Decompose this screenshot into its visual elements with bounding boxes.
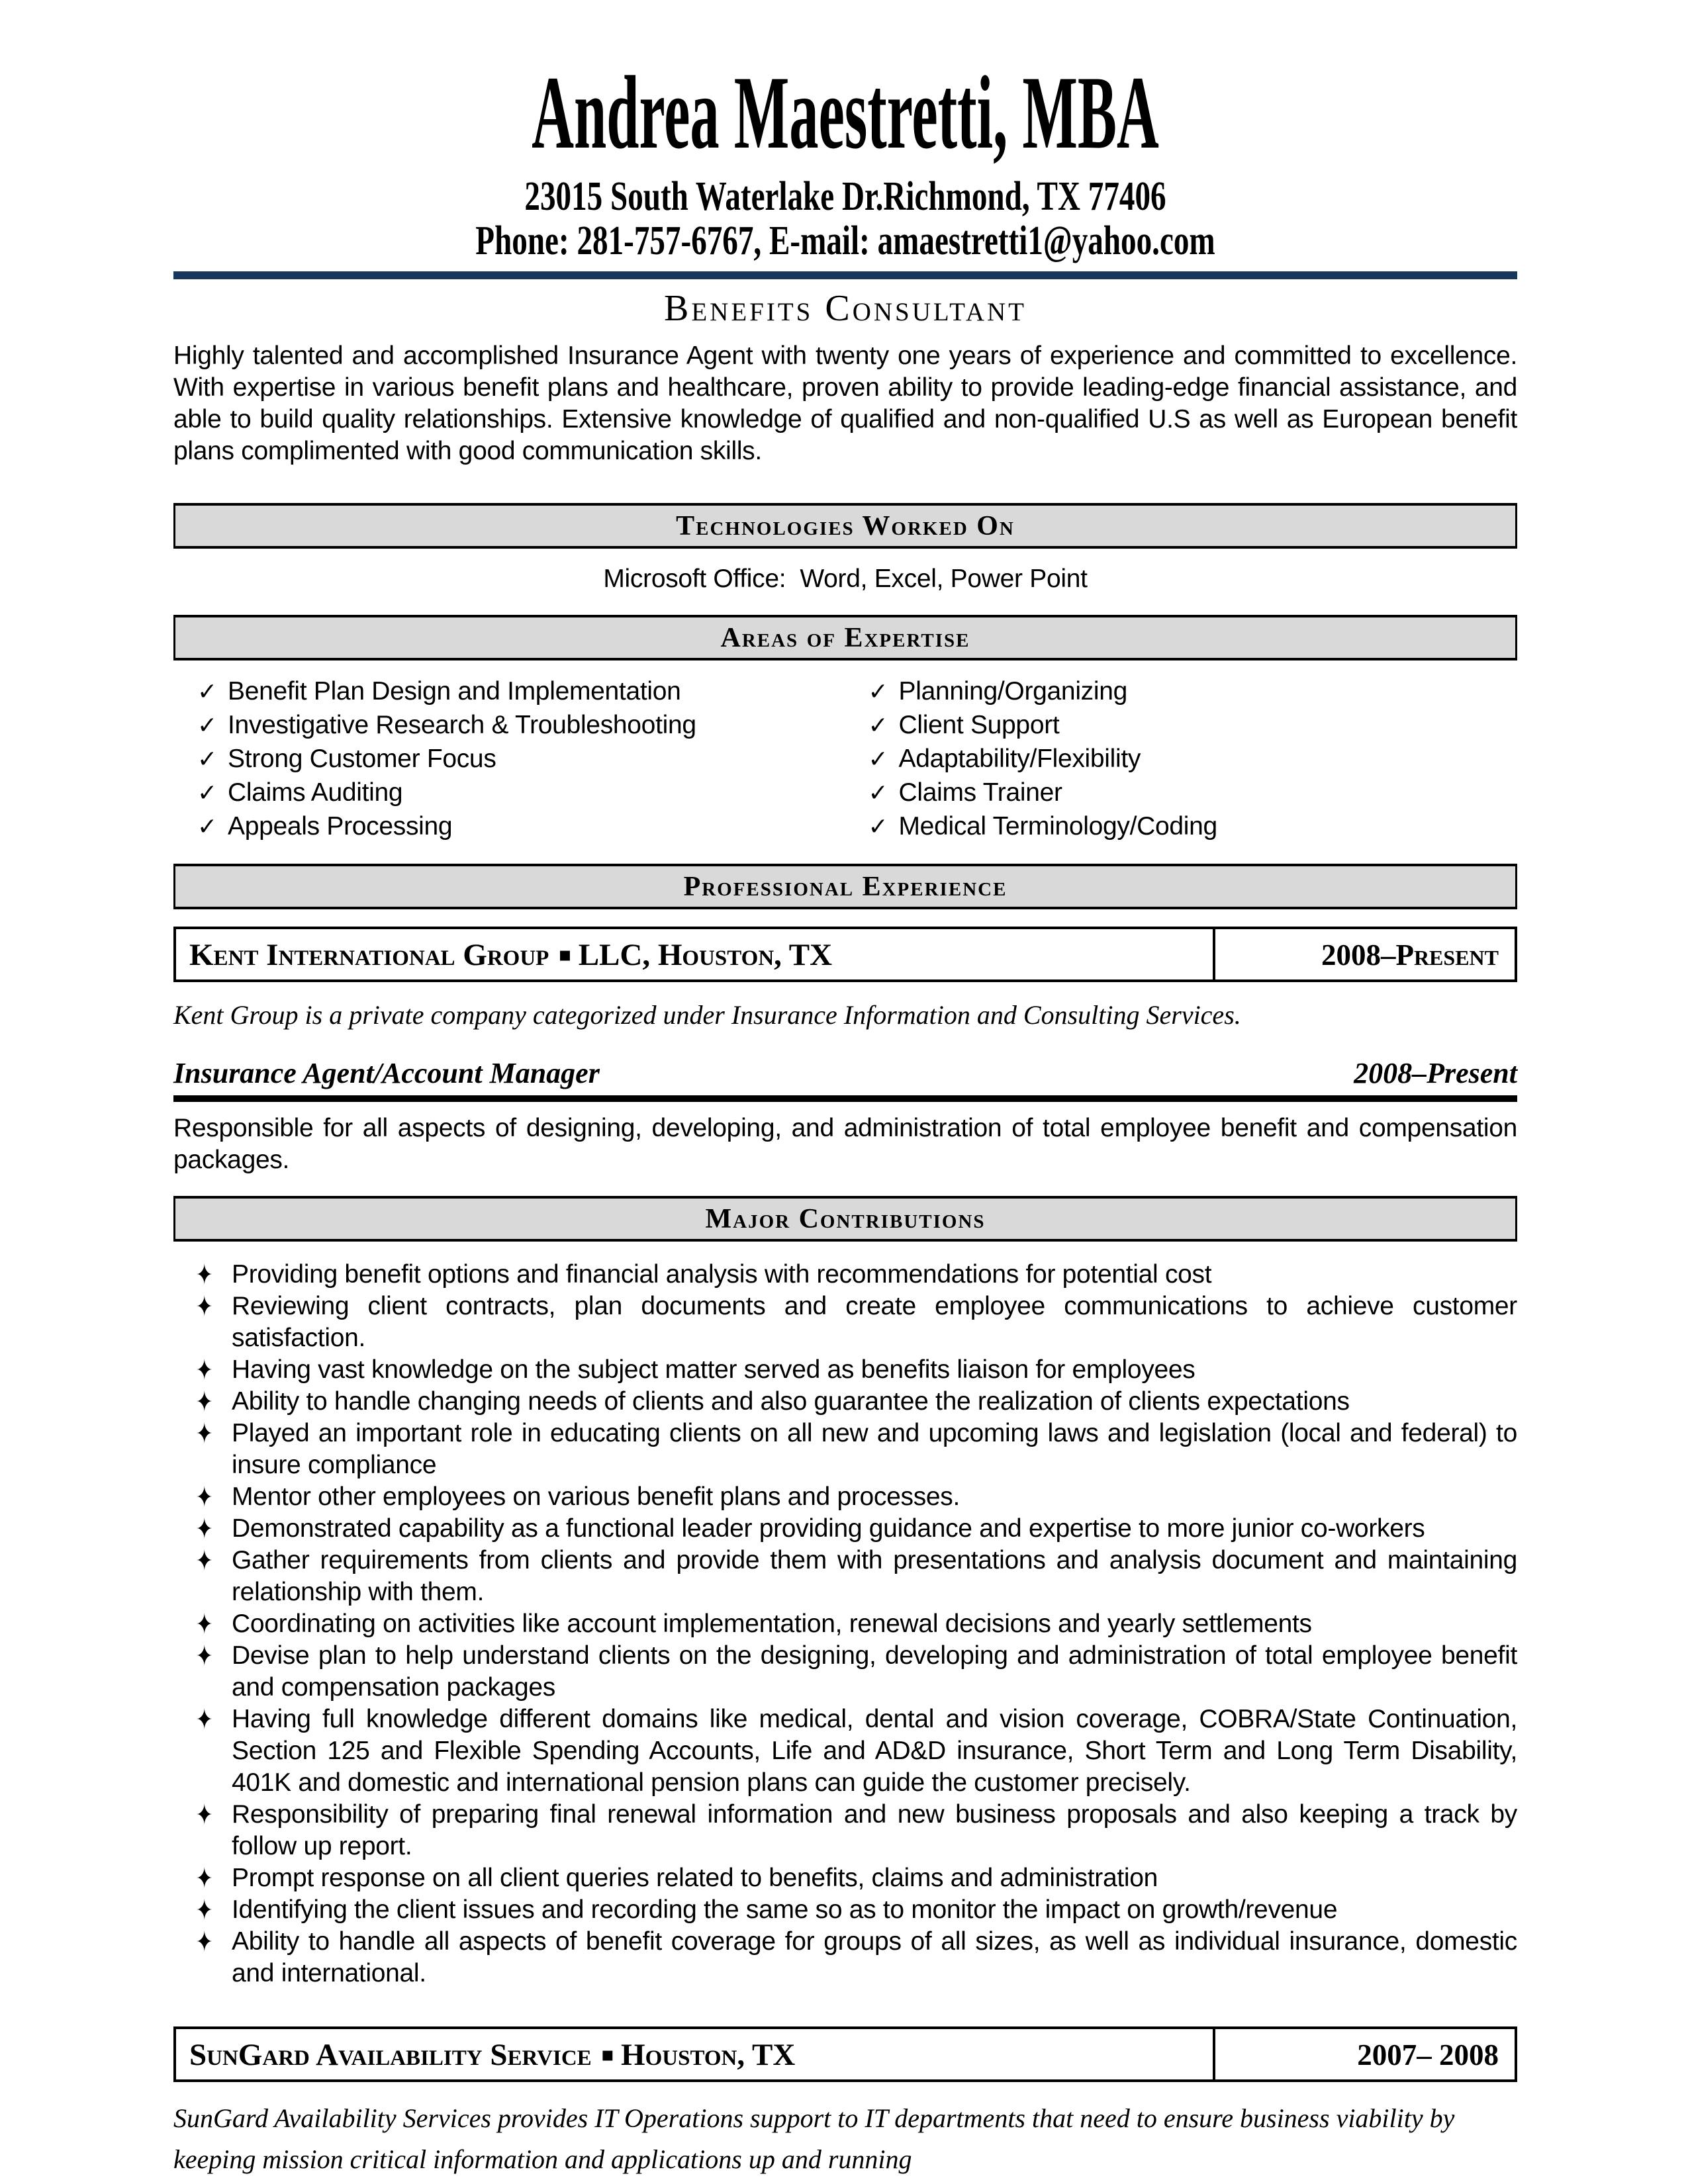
checkmark-icon: ✓ [868, 779, 888, 807]
job-summary-paragraph: Responsible for all aspects of designing, developing, and administration of total employee benefit and compensation packages. [173, 1113, 1517, 1174]
contribution-item [173, 1259, 1517, 1291]
expertise-item-label: Claims Trainer [898, 778, 1062, 807]
contribution-text: Identifying the client issues and recording the same so as to monitor the impact on growth/revenue [232, 1895, 1338, 1924]
star-bullet-icon: ✦ [196, 1480, 213, 1514]
star-bullet-icon: ✦ [196, 1639, 213, 1673]
contribution-text: Having vast knowledge on the subject matter served as benefits liaison for employees [232, 1355, 1196, 1384]
contribution-text: Prompt response on all client queries related to benefits, claims and administration [232, 1863, 1158, 1892]
contribution-text: Played an important role in educating clients on all new and upcoming laws and legislation (local and federal) to insure compliance [232, 1418, 1517, 1479]
expertise-item-label: Planning/Organizing [898, 676, 1128, 705]
address-line: 23015 South Waterlake Dr.Richmond, TX 77406 [524, 174, 1166, 219]
contribution-item [173, 1640, 1517, 1704]
checkmark-icon: ✓ [868, 745, 888, 773]
expertise-item [197, 810, 868, 844]
contribution-item [173, 1608, 1517, 1640]
expertise-column-left [173, 675, 868, 844]
star-bullet-icon: ✦ [196, 1607, 213, 1641]
section-title: Professional Experience [683, 871, 1008, 902]
expertise-item-label: Medical Terminology/Coding [898, 811, 1217, 841]
square-separator-icon: ▪ [558, 942, 572, 966]
contribution-item [173, 1354, 1517, 1386]
contribution-item [173, 1862, 1517, 1894]
contribution-text: Gather requirements from clients and provide them with presentations and analysis document and maintaining relationship with them. [232, 1545, 1517, 1606]
phone-email-line: Phone: 281-757-6767, E-mail: amaestretti1@yahoo.com [475, 218, 1215, 263]
section-title: Areas of Expertise [720, 622, 970, 653]
contribution-text: Responsibility of preparing final renewal information and new business proposals and also keeping a track by follow up report. [232, 1799, 1517, 1860]
company-location: LLC, Houston, TX [578, 937, 833, 972]
expertise-item [868, 776, 1518, 810]
job-title: Insurance Agent/Account Manager [173, 1056, 600, 1089]
contribution-text: Providing benefit options and financial analysis with recommendations for potential cost [232, 1259, 1212, 1289]
company-location: Houston, TX [621, 2037, 796, 2072]
experience-row-kent [173, 927, 1517, 982]
contribution-text: Ability to handle all aspects of benefit coverage for groups of all sizes, as well as individual insurance, domestic and international. [232, 1927, 1517, 1987]
expertise-item-label: Strong Customer Focus [228, 744, 496, 773]
contribution-item [173, 1894, 1517, 1926]
header-divider-rule [173, 271, 1517, 279]
expertise-item [197, 675, 868, 709]
star-bullet-icon: ✦ [196, 1289, 213, 1324]
star-bullet-icon: ✦ [196, 1543, 213, 1578]
contribution-item [173, 1418, 1517, 1481]
expertise-item-label: Investigative Research & Troubleshooting [228, 710, 696, 739]
contribution-item [173, 1704, 1517, 1799]
star-bullet-icon: ✦ [196, 1512, 213, 1546]
company-cell [176, 2029, 1215, 2079]
expertise-item-label: Appeals Processing [228, 811, 453, 841]
expertise-item [868, 675, 1518, 709]
expertise-item-label: Claims Auditing [228, 778, 403, 807]
expertise-item [197, 709, 868, 743]
contribution-item [173, 1513, 1517, 1545]
company-description: Kent Group is a private company categorized under Insurance Information and Consulting Services. [173, 999, 1241, 1030]
square-separator-icon: ▪ [600, 2042, 615, 2066]
header-contact-block [173, 175, 1517, 263]
contribution-text: Coordinating on activities like account implementation, renewal decisions and yearly settlements [232, 1609, 1312, 1638]
expertise-column-right [868, 675, 1518, 844]
checkmark-icon: ✓ [868, 813, 888, 841]
checkmark-icon: ✓ [197, 745, 217, 773]
contribution-text: Reviewing client contracts, plan documents and create employee communications to achieve customer satisfaction. [232, 1291, 1517, 1352]
contribution-text: Ability to handle changing needs of clients and also guarantee the realization of clients expectations [232, 1387, 1350, 1416]
expertise-item-label: Client Support [898, 710, 1060, 739]
technologies-text: Microsoft Office: Word, Excel, Power Point [603, 564, 1088, 593]
job-title-row [173, 1056, 1517, 1090]
star-bullet-icon: ✦ [196, 1416, 213, 1451]
expertise-columns [173, 675, 1517, 844]
star-bullet-icon: ✦ [196, 1797, 213, 1832]
job-title-rule [173, 1095, 1517, 1102]
contribution-item [173, 1386, 1517, 1418]
section-header-contributions [173, 1196, 1517, 1242]
contribution-item [173, 1481, 1517, 1513]
checkmark-icon: ✓ [197, 779, 217, 807]
contribution-item [173, 1291, 1517, 1354]
expertise-item [868, 810, 1518, 844]
checkmark-icon: ✓ [197, 678, 217, 705]
checkmark-icon: ✓ [868, 711, 888, 739]
star-bullet-icon: ✦ [196, 1353, 213, 1387]
company-name: Kent International Group [189, 937, 549, 972]
summary-paragraph: Highly talented and accomplished Insurance Agent with twenty one years of experience and committed to excellence. With expertise in various benefit plans and healthcare, proven ability to provide leading-edge financial assistance, and able to build quality relationships. Extensive knowledge of qualified and non-qualified U.S as well as European benefit plans complimented with good communication skills. [173, 341, 1517, 465]
document-title: Benefits Consultant [664, 287, 1027, 329]
company-dates: 2007– 2008 [1357, 2038, 1499, 2071]
company-cell [176, 929, 1215, 979]
contribution-text: Having full knowledge different domains like medical, dental and vision coverage, COBRA/State Continuation, Section 125 and Flexible Spending Accounts, Life and AD&D insurance, Short Term and Long Term Disability, 401K and domestic and international pension plans can guide the customer precisely. [232, 1704, 1517, 1797]
job-dates: 2008–Present [1354, 1056, 1517, 1089]
expertise-item-label: Benefit Plan Design and Implementation [228, 676, 681, 705]
checkmark-icon: ✓ [197, 711, 217, 739]
contributions-list [173, 1259, 1517, 1989]
section-header-expertise [173, 615, 1517, 660]
star-bullet-icon: ✦ [196, 1893, 213, 1927]
star-bullet-icon: ✦ [196, 1702, 213, 1737]
star-bullet-icon: ✦ [196, 1385, 213, 1419]
expertise-item [197, 743, 868, 776]
checkmark-icon: ✓ [868, 678, 888, 705]
contribution-item [173, 1926, 1517, 1989]
expertise-item-label: Adaptability/Flexibility [898, 744, 1141, 773]
section-header-technologies [173, 503, 1517, 549]
experience-row-sungard [173, 2026, 1517, 2082]
contribution-item [173, 1799, 1517, 1862]
expertise-item [868, 709, 1518, 743]
person-name: Andrea Maestretti, MBA [532, 55, 1159, 171]
star-bullet-icon: ✦ [196, 1861, 213, 1895]
star-bullet-icon: ✦ [196, 1925, 213, 1959]
section-title: Technologies Worked On [676, 510, 1015, 541]
contribution-text: Devise plan to help understand clients on the designing, developing and administration of total employee benefit and compensation packages [232, 1641, 1517, 1702]
company-name: SunGard Availability Service [189, 2037, 592, 2072]
section-header-experience [173, 864, 1517, 909]
expertise-item [868, 743, 1518, 776]
section-title: Major Contributions [705, 1203, 986, 1234]
contribution-text: Mentor other employees on various benefit plans and processes. [232, 1482, 961, 1511]
checkmark-icon: ✓ [197, 813, 217, 841]
contribution-item [173, 1545, 1517, 1608]
contribution-text: Demonstrated capability as a functional leader providing guidance and expertise to more junior co-workers [232, 1514, 1425, 1543]
expertise-item [197, 776, 868, 810]
company-dates: 2008–Present [1321, 938, 1499, 972]
star-bullet-icon: ✦ [196, 1257, 213, 1292]
company-description: SunGard Availability Services provides IT Operations support to IT departments that need to ensure business viability by keeping mission critical information and applications up and running [173, 2103, 1455, 2174]
